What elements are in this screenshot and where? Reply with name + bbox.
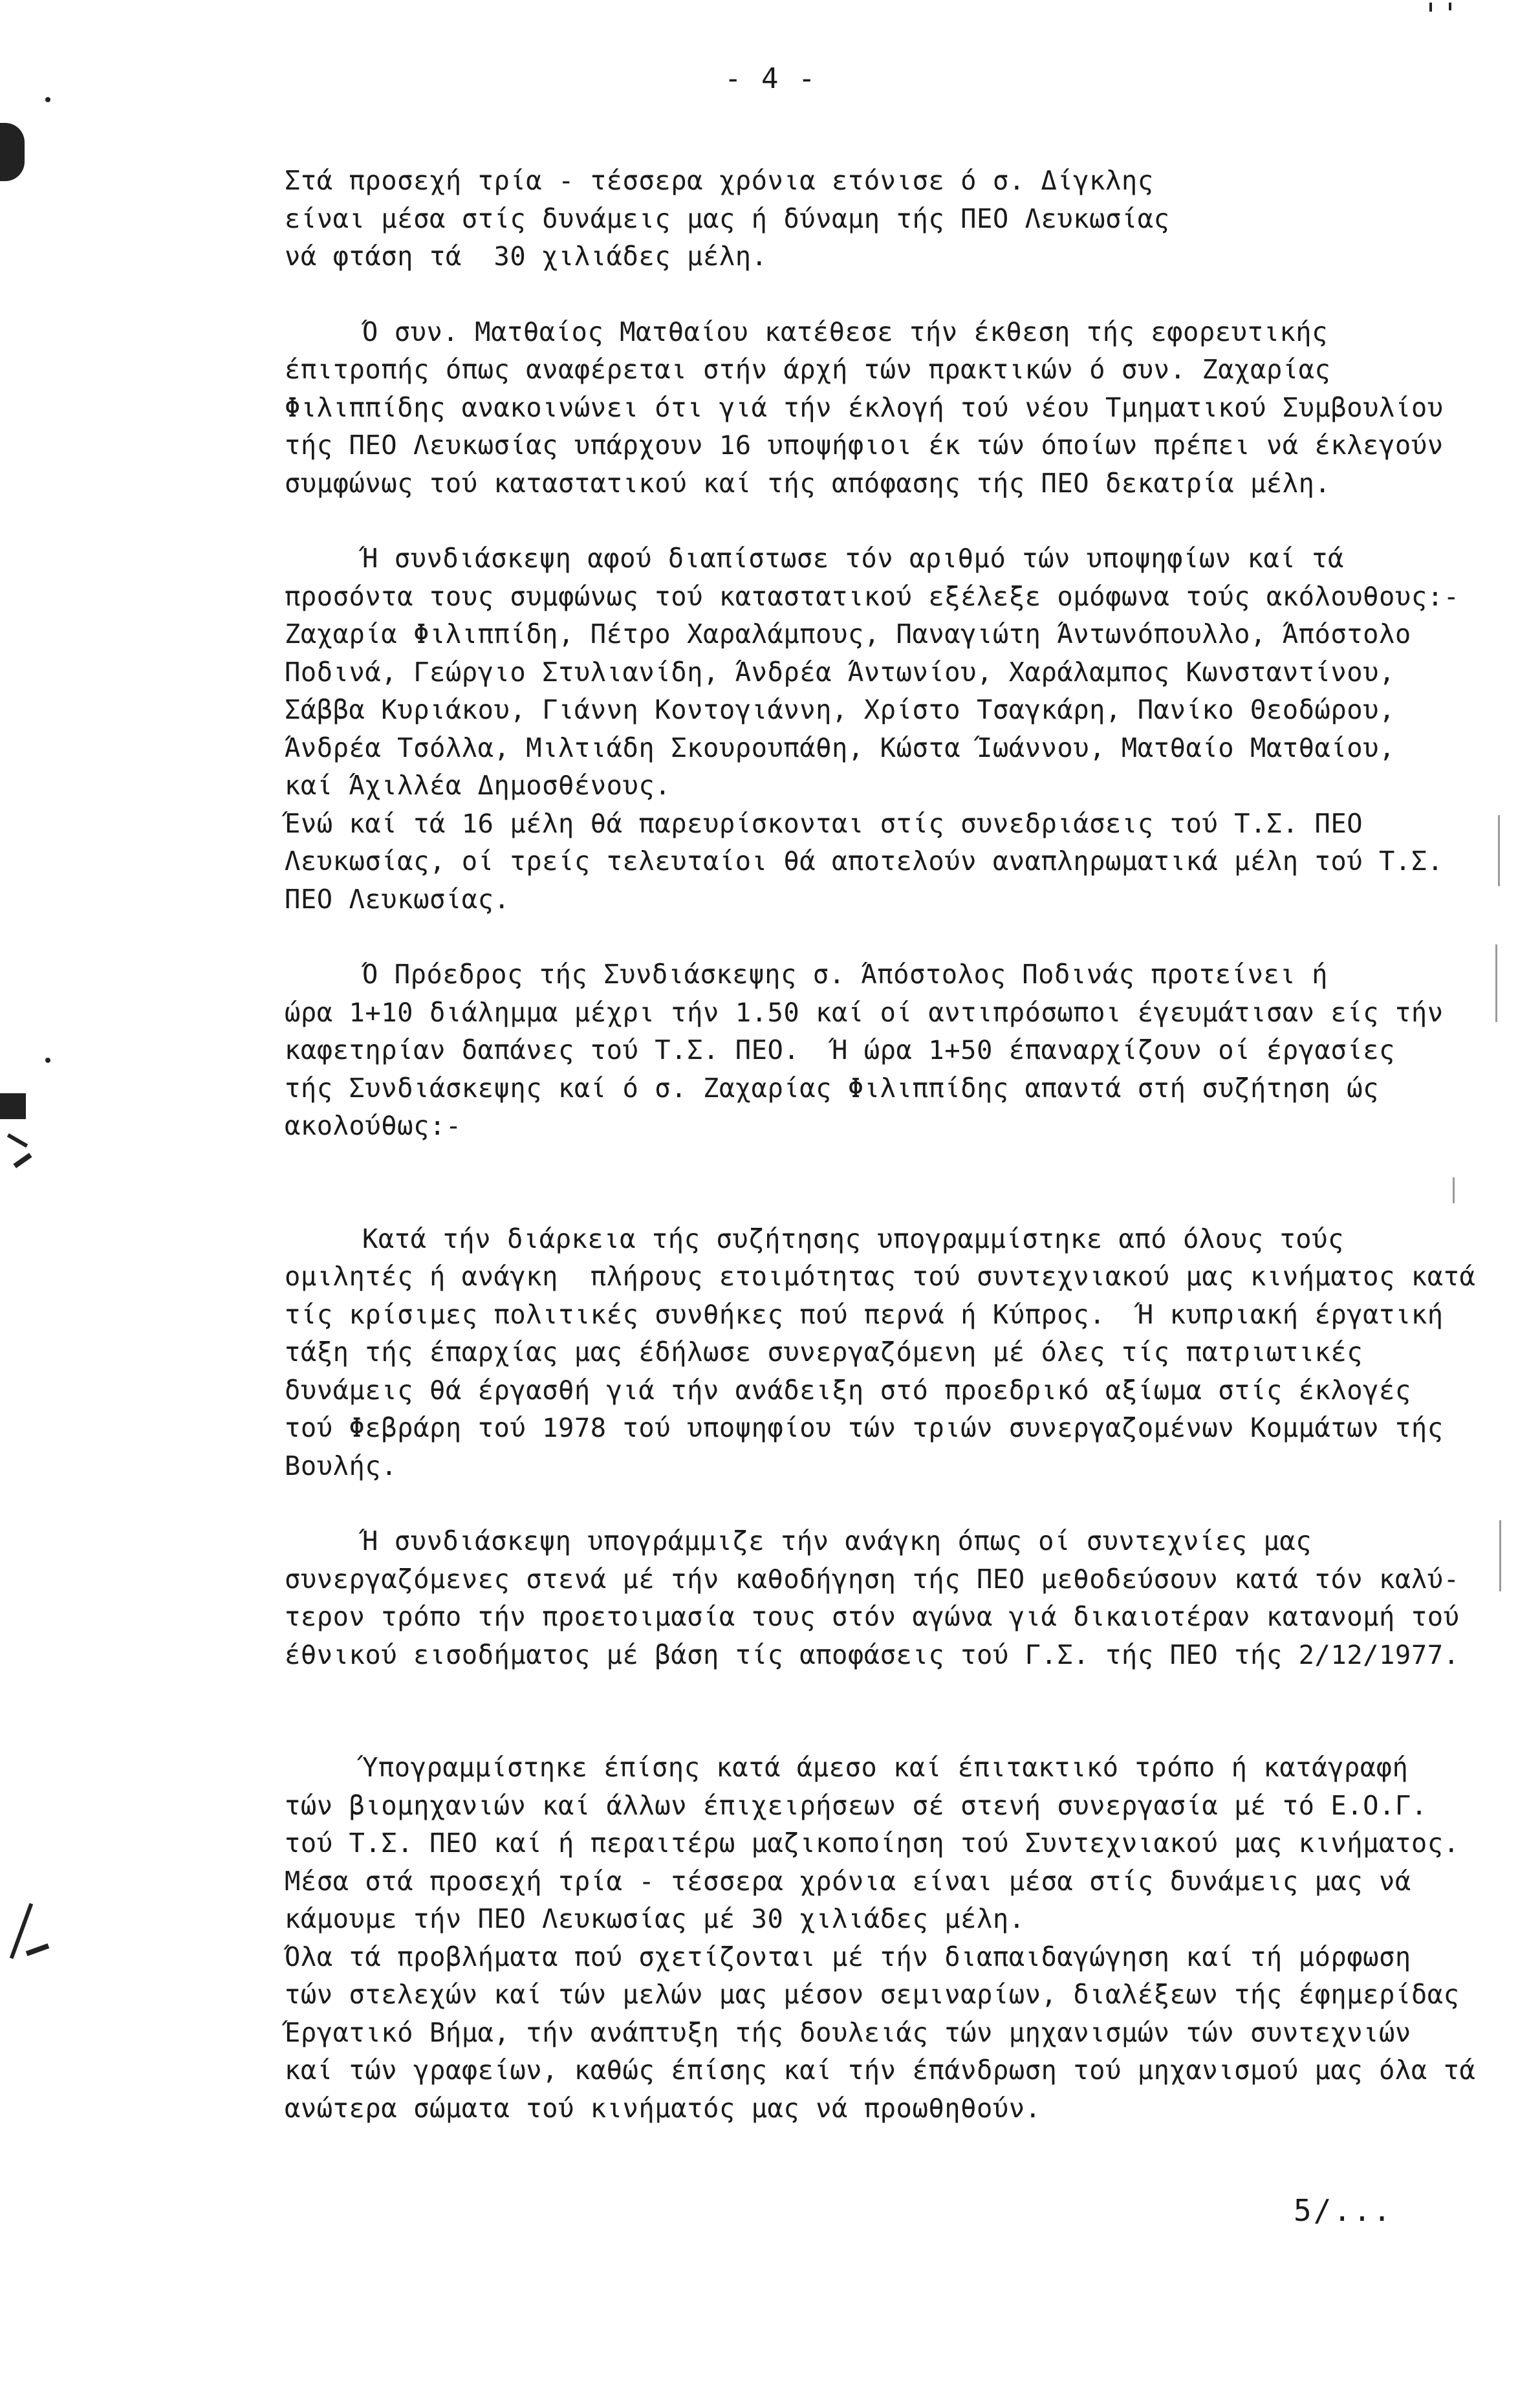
scan-artifact [45, 97, 50, 102]
text-line: ώρα 1+10 διάλημμα μέχρι τήν 1.50 καί οί αντιπρόσωποι έγευμάτισαν είς τήν [285, 996, 1444, 1028]
text-line: τού Φεβράρη τού 1978 τού υποψηφίου τών τριών συνεργαζομένων Κομμάτων τής [285, 1412, 1444, 1443]
text-line: Ποδινά, Γεώργιο Στυλιανίδη, Άνδρέα Άντωνίου, Χαράλαμπος Κωνσταντίνου, [285, 656, 1395, 688]
scan-artifact [1449, 3, 1451, 10]
text-line: τών στελεχών καί τών μελών μας μέσον σεμιναρίων, διαλέξεων τής έφημερίδας [285, 1979, 1460, 2010]
text-line: έθνικού εισοδήματος μέ βάση τίς αποφάσεις τού Γ.Σ. τής ΠΕΟ τής 2/12/1977. [285, 1639, 1460, 1670]
text-line: Ένώ καί τά 16 μέλη θά παρευρίσκονται στίς συνεδριάσεις τού Τ.Σ. ΠΕΟ [285, 807, 1363, 839]
scan-artifact [1498, 815, 1500, 886]
text-line: συνεργαζόμενες στενά μέ τήν καθοδήγηση τής ΠΕΟ μεθοδεύσουν κατά τόν καλύ- [285, 1563, 1460, 1595]
text-line: τερον τρόπο τήν προετοιμασία τους στόν αγώνα γιά δικαιοτέραν κατανομή τού [285, 1601, 1460, 1632]
text-line: τάξη τής έπαρχίας μας έδήλωσε συνεργαζόμενη μέ όλες τίς πατριωτικές [285, 1336, 1363, 1368]
scan-artifact [7, 1133, 28, 1148]
text-line: Ό συν. Ματθαίος Ματθαίου κατέθεσε τήν έκθεση τής εφορευτικής [362, 316, 1328, 347]
scan-artifact [0, 1093, 26, 1119]
text-line: Βουλής. [285, 1450, 398, 1481]
text-line: Ή συνδιάσκεψη αφού διαπίστωσε τόν αριθμό τών υποψηφίων καί τά [362, 543, 1344, 574]
text-line: έπιτροπής όπως αναφέρεται στήν άρχή τών πρακτικών ό συν. Ζαχαρίας [285, 354, 1331, 385]
text-line: Κατά τήν διάρκεια τής συζήτησης υπογραμμίστηκε από όλους τούς [362, 1223, 1344, 1254]
continuation-marker: 5/... [1294, 2193, 1393, 2228]
text-line: Στά προσεχή τρία - τέσσερα χρόνια ετόνισε ό σ. Δίγκλης [285, 165, 1154, 196]
text-line: ακολούθως:- [285, 1110, 462, 1141]
paragraph-5 [285, 1220, 1475, 1485]
text-line: καί Άχιλλέα Δημοσθένους. [285, 770, 671, 801]
text-line: ανώτερα σώματα τού κινήματός μας νά προωθηθούν. [285, 2092, 1041, 2124]
document-body [285, 162, 1475, 2127]
paragraph-1 [285, 162, 1475, 276]
text-line: Λευκωσίας, οί τρείς τελευταίοι θά αποτελούν αναπληρωματικά μέλη τού Τ.Σ. [285, 845, 1444, 877]
scan-artifact [45, 1058, 50, 1063]
paragraph-3 [285, 540, 1475, 918]
scan-artifact [1429, 3, 1432, 12]
text-line: Όλα τά προβλήματα πού σχετίζονται μέ τήν διαπαιδαγώγηση καί τή μόρφωση [285, 1941, 1411, 1972]
text-line: κάμουμε τήν ΠΕΟ Λευκωσίας μέ 30 χιλιάδες μέλη. [285, 1903, 1025, 1934]
text-line: τού Τ.Σ. ΠΕΟ καί ή περαιτέρω μαζικοποίηση τού Συντεχνιακού μας κινήματος. [285, 1827, 1460, 1859]
page-number: - 4 - [724, 62, 817, 95]
text-line: τής Συνδιάσκεψης καί ό σ. Ζαχαρίας Φιλιππίδης απαντά στή συζήτηση ώς [285, 1072, 1380, 1104]
scan-artifact [0, 123, 25, 181]
text-line: Ή συνδιάσκεψη υπογράμμιζε τήν ανάγκη όπως οί συντεχνίες μας [362, 1525, 1312, 1556]
paragraph-4 [285, 955, 1475, 1145]
text-line: Φιλιππίδης ανακοινώνει ότι γιά τήν έκλογή τού νέου Τμηματικού Συμβουλίου [285, 391, 1444, 423]
scan-artifact [1453, 1177, 1455, 1203]
paragraph-6 [285, 1522, 1475, 1674]
text-line: Μέσα στά προσεχή τρία - τέσσερα χρόνια είναι μέσα στίς δυνάμεις μας νά [285, 1865, 1411, 1897]
text-line: τής ΠΕΟ Λευκωσίας υπάρχουν 16 υποψήφιοι έκ τών όποίων πρέπει νά έκλεγούν [285, 430, 1444, 461]
text-line: καφετηρίαν δαπάνες τού Τ.Σ. ΠΕΟ. Ή ώρα 1+50 έπαναρχίζουν οί έργασίες [285, 1034, 1395, 1065]
scan-artifact [26, 1943, 50, 1956]
scan-artifact [1499, 1520, 1501, 1591]
text-line: τών βιομηχανιών καί άλλων έπιχειρήσεων σέ στενή συνεργασία μέ τό Ε.Ο.Γ. [285, 1789, 1427, 1821]
text-line: Ό Πρόεδρος τής Συνδιάσκεψης σ. Άπόστολος Ποδινάς προτείνει ή [362, 959, 1328, 990]
text-line: τίς κρίσιμες πολιτικές συνθήκες πού περνά ή Κύπρος. Ή κυπριακή έργατική [285, 1298, 1444, 1330]
scan-artifact [1495, 944, 1497, 1022]
text-line: συμφώνως τού καταστατικού καί τής απόφασης τής ΠΕΟ δεκατρία μέλη. [285, 467, 1331, 499]
text-line: Σάββα Κυριάκου, Γιάννη Κοντογιάννη, Χρίστο Τσαγκάρη, Πανίκο Θεοδώρου, [285, 694, 1395, 725]
paragraph-7 [285, 1749, 1475, 2127]
text-line: είναι μέσα στίς δυνάμεις μας ή δύναμη τής ΠΕΟ Λευκωσίας [285, 202, 1170, 234]
text-line: Ζαχαρία Φιλιππίδη, Πέτρο Χαραλάμπους, Παναγιώτη Άντωνόπουλλο, Άπόστολο [285, 618, 1411, 649]
text-line: Ύπογραμμίστηκε έπίσης κατά άμεσο καί έπιτακτικό τρόπο ή κατάγραφή [362, 1752, 1409, 1783]
text-line: Άνδρέα Τσόλλα, Μιλτιάδη Σκουρουπάθη, Κώστα Ίωάννου, Ματθαίο Ματθαίου, [285, 732, 1395, 763]
text-line: νά φτάση τά 30 χιλιάδες μέλη. [285, 241, 768, 272]
scan-artifact [13, 1153, 32, 1168]
paragraph-2 [285, 313, 1475, 503]
text-line: καί τών γραφείων, καθώς έπίσης καί τήν έπάνδρωση τού μηχανισμού μας όλα τά [285, 2055, 1476, 2086]
text-line: προσόντα τους συμφώνως τού καταστατικού εξέλεξε ομόφωνα τούς ακόλουθους:- [285, 580, 1460, 612]
text-line: δυνάμεις θά έργασθή γιά τήν ανάδειξη στό προεδρικό αξίωμα στίς έκλογές [285, 1374, 1411, 1406]
text-line: ομιλητές ή ανάγκη πλήρους ετοιμότητας τού συντεχνιακού μας κινήματος κατά [285, 1261, 1476, 1292]
text-line: Έργατικό Βήμα, τήν ανάπτυξη τής δουλειάς τών μηχανισμών τών συντεχνιών [285, 2016, 1411, 2048]
text-line: ΠΕΟ Λευκωσίας. [285, 883, 510, 915]
